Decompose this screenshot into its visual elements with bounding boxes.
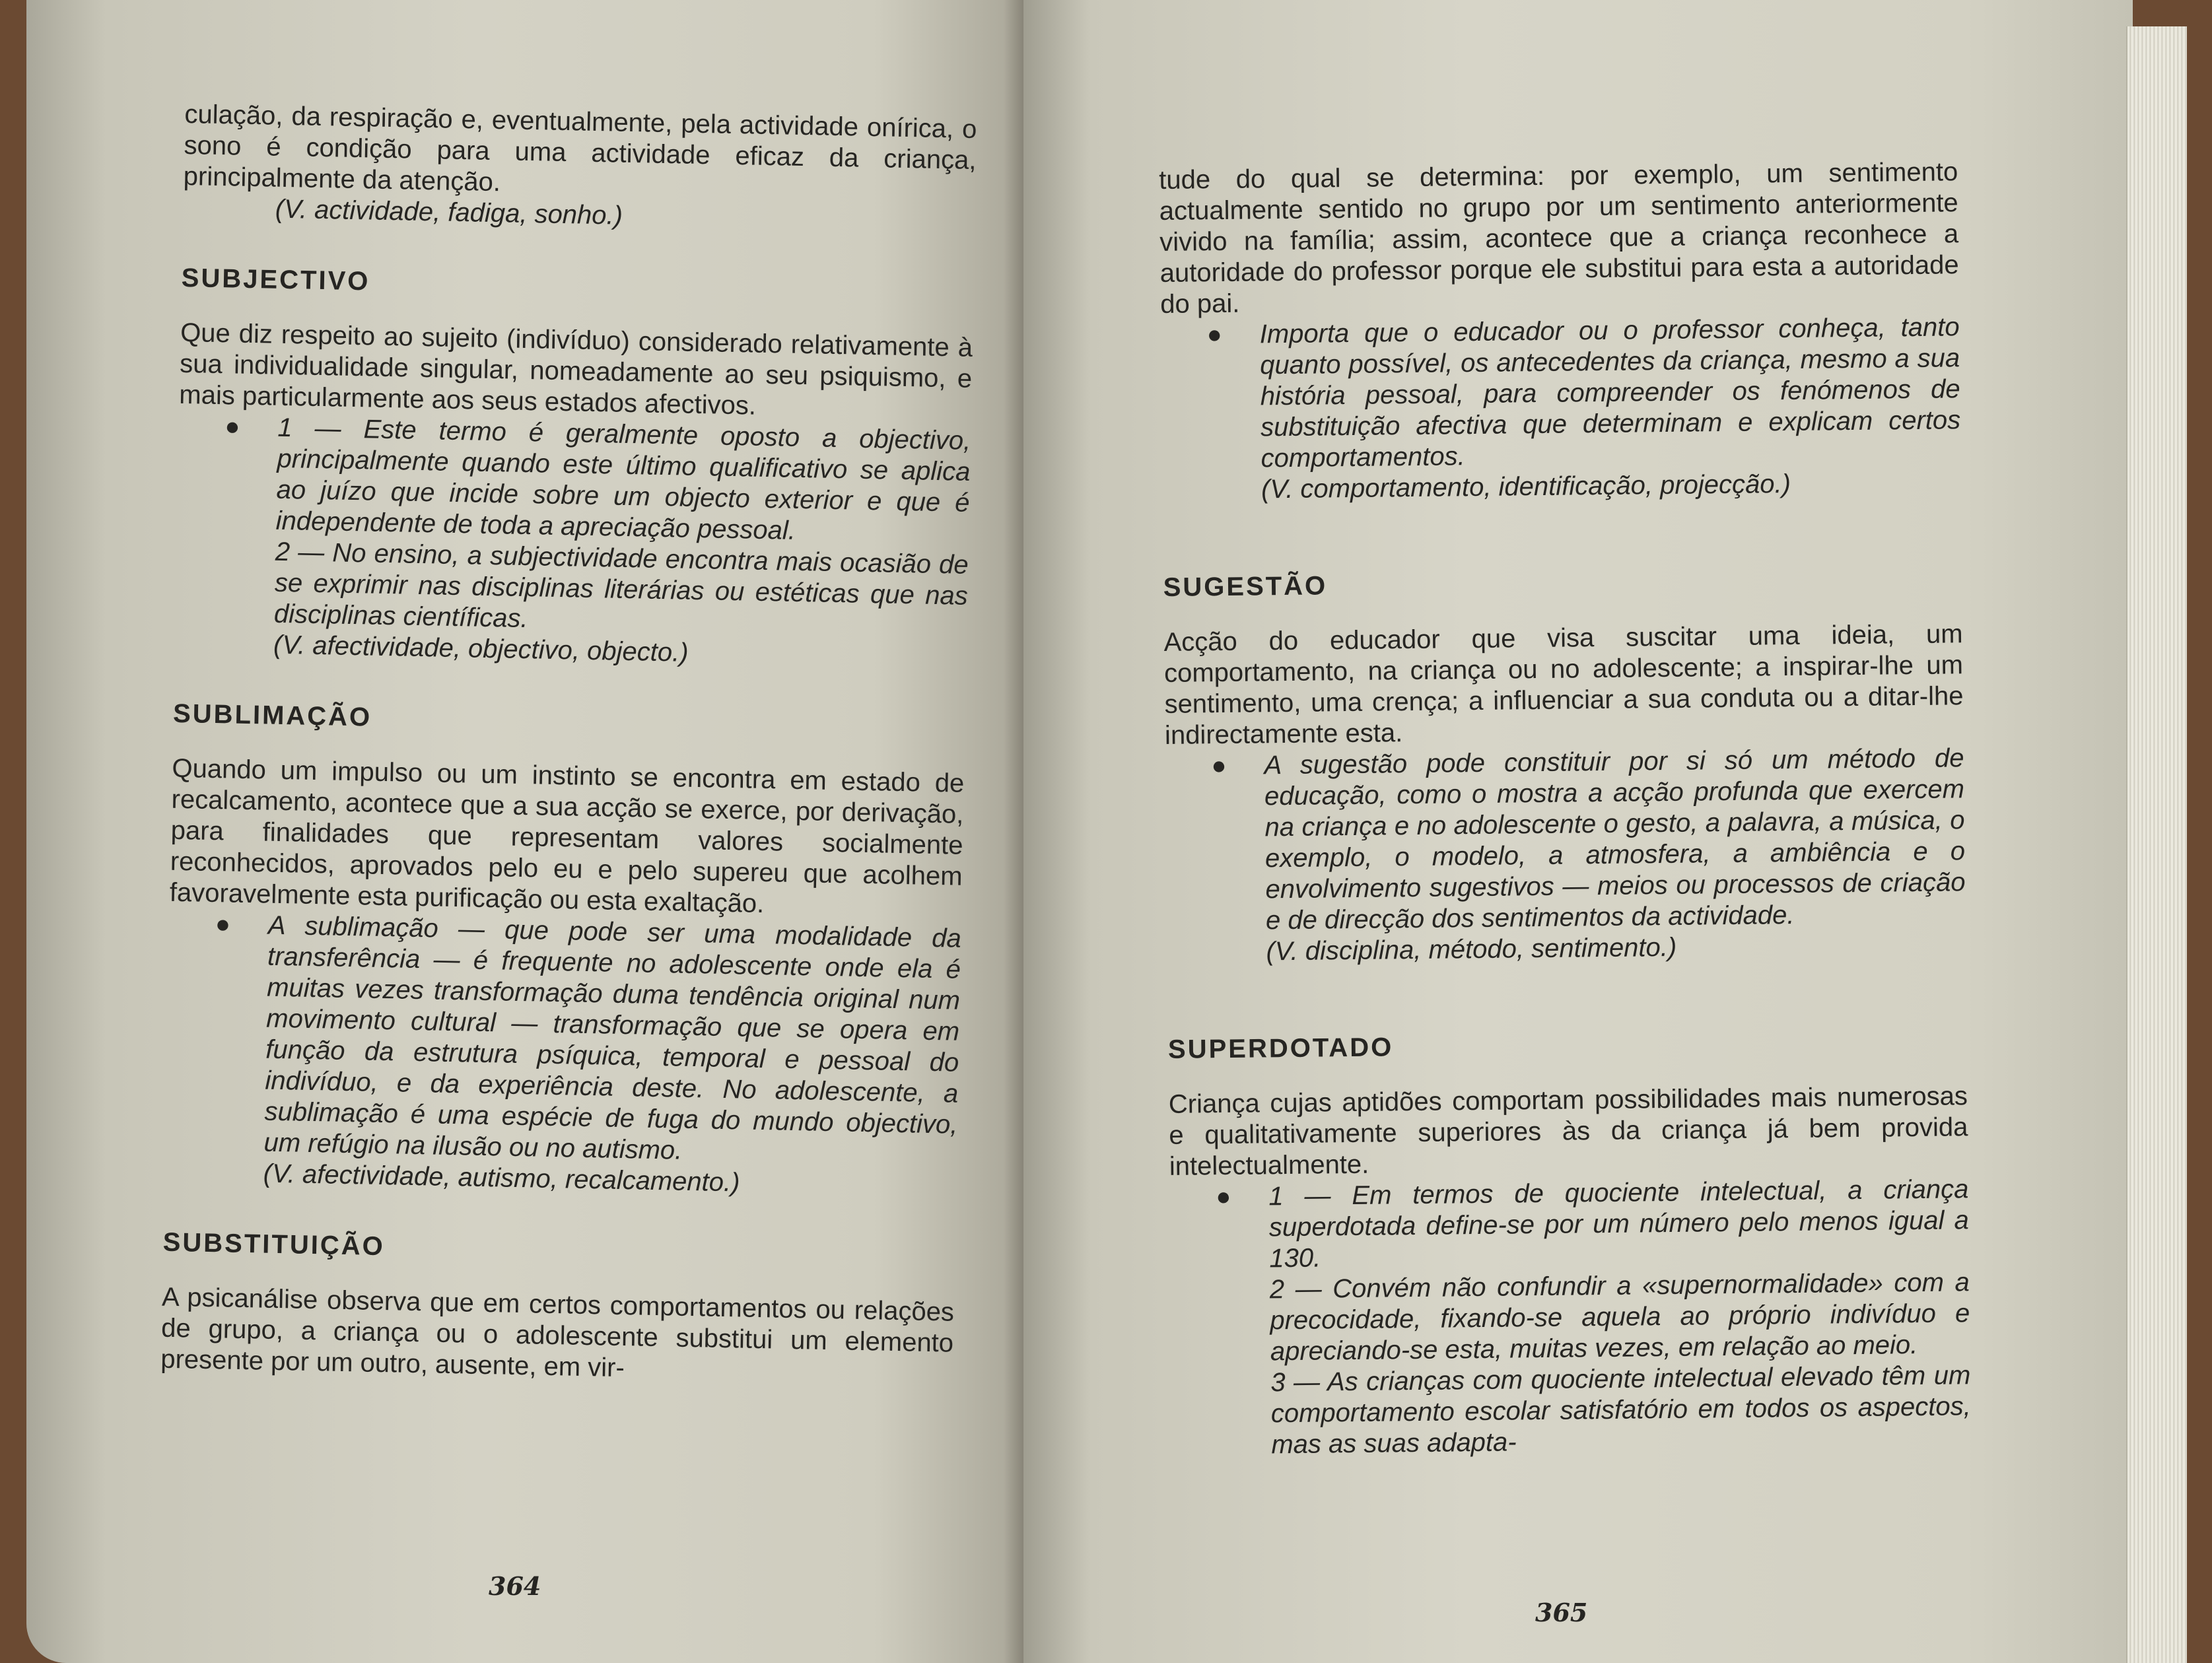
see-also: (V. actividade, fadiga, sonho.) <box>275 194 623 230</box>
entry-note <box>1169 1174 1971 1462</box>
entry-note <box>1160 312 1961 506</box>
left-page-text <box>160 99 977 1390</box>
right-page <box>1023 0 2133 1663</box>
bullet-icon: ● <box>225 413 240 441</box>
continuation-text: tude do qual se determina: por exemplo, um sentimento actualmente sentido no grupo por um sentimento anteriormente vivido na família; assim, acontece que a criança reconhece a autoridade do professor porque ele substitui para esta a autoridade do pai. <box>1159 157 1959 319</box>
entry-note <box>174 411 971 674</box>
continuation-text: culação, da respiração e, eventualmente, pela actividade onírica, o sono é condição para uma actividade eficaz da criança, principalmente da atenção. <box>183 99 977 197</box>
entry-heading-substituicao: SUBSTITUIÇÃO <box>162 1227 386 1262</box>
entry-heading-sugestao: SUGESTÃO <box>1163 571 1328 602</box>
left-page <box>26 0 1023 1663</box>
note-line: Importa que o educador ou o professor conheça, tanto quanto possível, os antecedentes da criança, mesmo a sua história pessoal, para compreender os fenómenos de substituição afectiva que determinam e explicam certos comportamentos. <box>1259 312 1961 473</box>
note-line: 2 — Convém não confundir a «supernormalidade» com a precocidade, fixando-se aquela ao próprio indivíduo e apreciando-se esta, muitas vezes, em relação ao meio. <box>1269 1268 1970 1367</box>
entry-body: Quando um impulso ou um instinto se encontra em estado de recalcamento, acontece que a sua acção se exerce, por derivação, para finalidades que representam valores socialmente reconhecidos, aprovados pelo eu e pelo supereu que acolhem favoravelmente esta purificação ou esta exaltação. <box>169 753 965 919</box>
bullet-icon: ● <box>1216 1182 1231 1211</box>
note-line: A sublimação — que pode ser uma modalidade da transferência — é frequente no adolescente onde ela é muitas vezes transformação duma tendência original num movimento cultural — transformação que se opera em função da estrutura psíquica, temporal e pessoal do indivíduo, e da experiência deste. No adolescente, a sublimação é uma espécie de fuga do mundo objectivo, um refúgio na ilusão ou no autismo. <box>263 910 962 1165</box>
entry-note <box>1165 743 1966 968</box>
book-page-edges <box>2126 26 2187 1663</box>
note-line: 1 — Este termo é geralmente oposto a objectivo, principalmente quando este último qualificativo se aplica ao juízo que incide sobre um objecto exterior e que é independente de toda a apreciação pessoal. <box>275 413 971 545</box>
entry-heading-sublimacao: SUBLIMAÇÃO <box>172 698 372 732</box>
note-line: A sugestão pode constituir por si só um método de educação, como o mostra a acção profunda que exercem na criança e no adolescente o gesto, a palavra, a música, o exemplo, o modelo, a atmosfera, a ambiência e o envolvimento sugestivos — meios ou processos de criação e de direcção dos sentimentos da actividade. <box>1264 743 1966 935</box>
entry-body: Acção do educador que visa suscitar uma ideia, um comportamento, na criança ou no adolescente; a inspirar-lhe um sentimento, uma crença; a influenciar a sua conduta ou a ditar-lhe indirectamente esta. <box>1163 619 1964 750</box>
see-also: (V. afectividade, autismo, recalcamento.) <box>263 1159 740 1198</box>
page-number: 365 <box>1535 1598 1588 1627</box>
bullet-icon: ● <box>215 910 231 939</box>
page-number: 364 <box>489 1571 541 1601</box>
note-line: 2 — No ensino, a subjectividade encontra mais ocasião de se exprimir nas disciplinas literárias ou estéticas que nas disciplinas científicas. <box>273 537 969 634</box>
bullet-icon: ● <box>1206 321 1222 349</box>
entry-heading-subjectivo: SUBJECTIVO <box>181 263 370 296</box>
see-also: (V. afectividade, objectivo, objecto.) <box>273 630 689 667</box>
note-line: 3 — As crianças com quociente intelectual elevado têm um comportamento escolar satisfatório em todos os aspectos, mas as suas adapta- <box>1270 1361 1971 1460</box>
see-also: (V. disciplina, método, sentimento.) <box>1266 932 1677 967</box>
entry-note <box>164 908 961 1203</box>
entry-heading-superdotado: SUPERDOTADO <box>1167 1033 1394 1064</box>
right-page-text <box>1159 156 1972 1462</box>
entry-body: Criança cujas aptidões comportam possibilidades mais numerosas e qualitativamente superiores às da criança já bem provida intelectualmente. <box>1168 1081 1968 1181</box>
entry-body: A psicanálise observa que em certos comportamentos ou relações de grupo, a criança ou o adolescente substitui um elemento presente por um outro, ausente, em vir- <box>160 1282 955 1383</box>
see-also: (V. comportamento, identificação, projecção.) <box>1261 469 1791 504</box>
bullet-icon: ● <box>1211 751 1227 780</box>
note-line: 1 — Em termos de quociente intelectual, a criança superdotada define-se por um número pelo menos igual a 130. <box>1268 1174 1970 1273</box>
entry-body: Que diz respeito ao sujeito (indivíduo) considerado relativamente à sua individualidade singular, nomeadamente ao seu psiquismo, e mais particularmente aos seus estados afectivos. <box>178 318 973 421</box>
